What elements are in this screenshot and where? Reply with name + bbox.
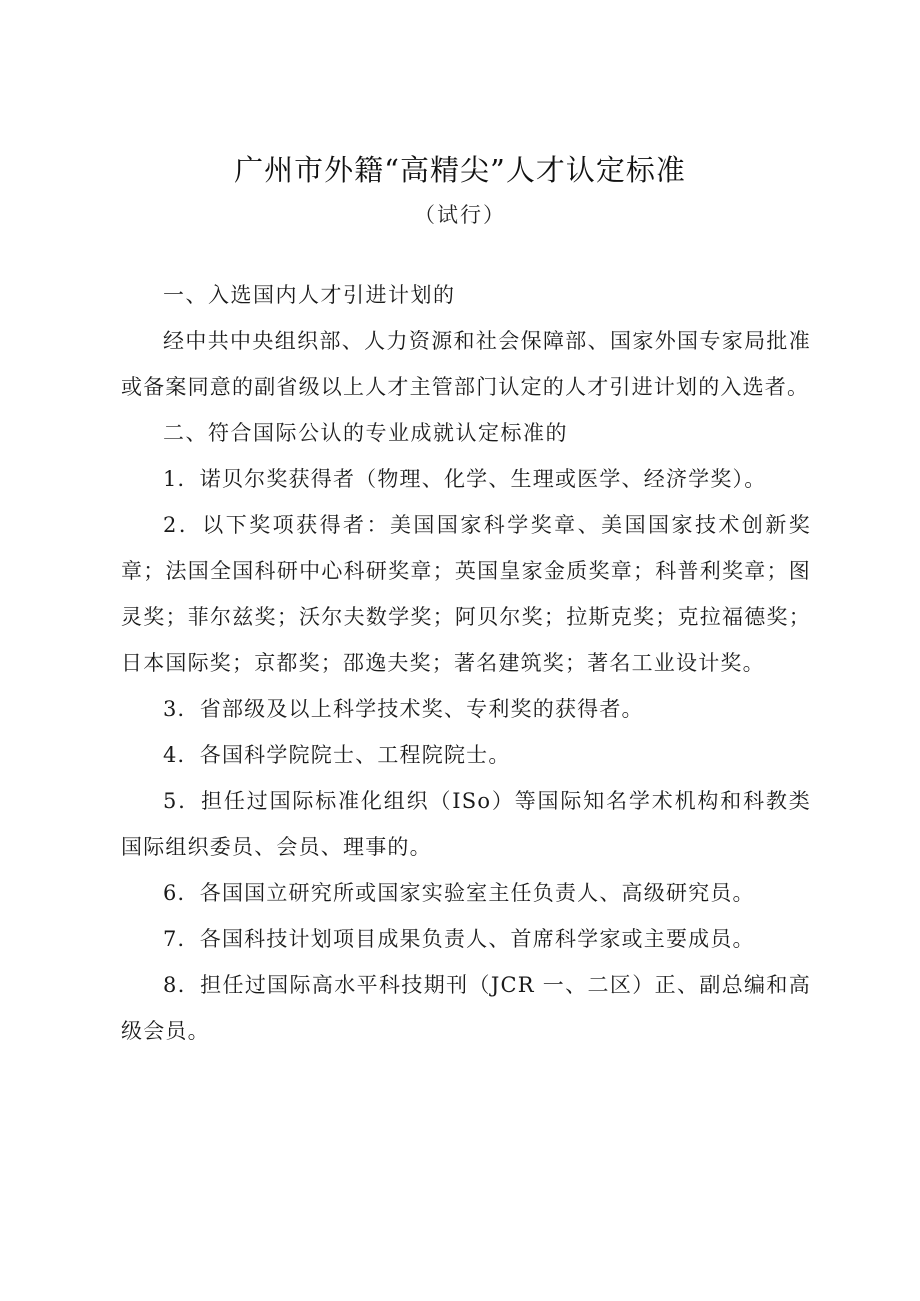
- section-heading-1: 一、入选国内人才引进计划的: [163, 283, 456, 307]
- document-subtitle: （试行）: [414, 203, 506, 227]
- document-title: 广州市外籍“高精尖”人才认定标准: [234, 153, 686, 187]
- list-item: 5．担任过国际标准化组织（ISo）等国际知名学术机构和科教类国际组织委员、会员、理事的。: [121, 789, 811, 859]
- list-item: 4．各国科学院院士、工程院院士。: [163, 743, 511, 767]
- list-item: 1．诺贝尔奖获得者（物理、化学、生理或医学、经济学奖）。: [163, 467, 767, 491]
- list-item: 6．各国国立研究所或国家实验室主任负责人、高级研究员。: [163, 881, 755, 905]
- section-1-paragraph: 经中共中央组织部、人力资源和社会保障部、国家外国专家局批准或备案同意的副省级以上人才主管部门认定的人才引进计划的入选者。: [121, 329, 811, 399]
- list-item: 3．省部级及以上科学技术奖、专利奖的获得者。: [163, 697, 644, 721]
- list-item: 2．以下奖项获得者：美国国家科学奖章、美国国家技术创新奖章；法国全国科研中心科研奖章；英国皇家金质奖章；科普利奖章；图灵奖；菲尔兹奖；沃尔夫数学奖；阿贝尔奖；拉斯克奖；克拉福德奖；日本国际奖；京都奖；邵逸夫奖；著名建筑奖；著名工业设计奖。: [121, 513, 811, 675]
- section-heading-2: 二、符合国际公认的专业成就认定标准的: [163, 421, 568, 445]
- document-body: [121, 272, 811, 1054]
- list-item: 7．各国科技计划项目成果负责人、首席科学家或主要成员。: [163, 927, 755, 951]
- list-item: 8．担任过国际高水平科技期刊（JCR 一、二区）正、副总编和高级会员。: [121, 973, 811, 1043]
